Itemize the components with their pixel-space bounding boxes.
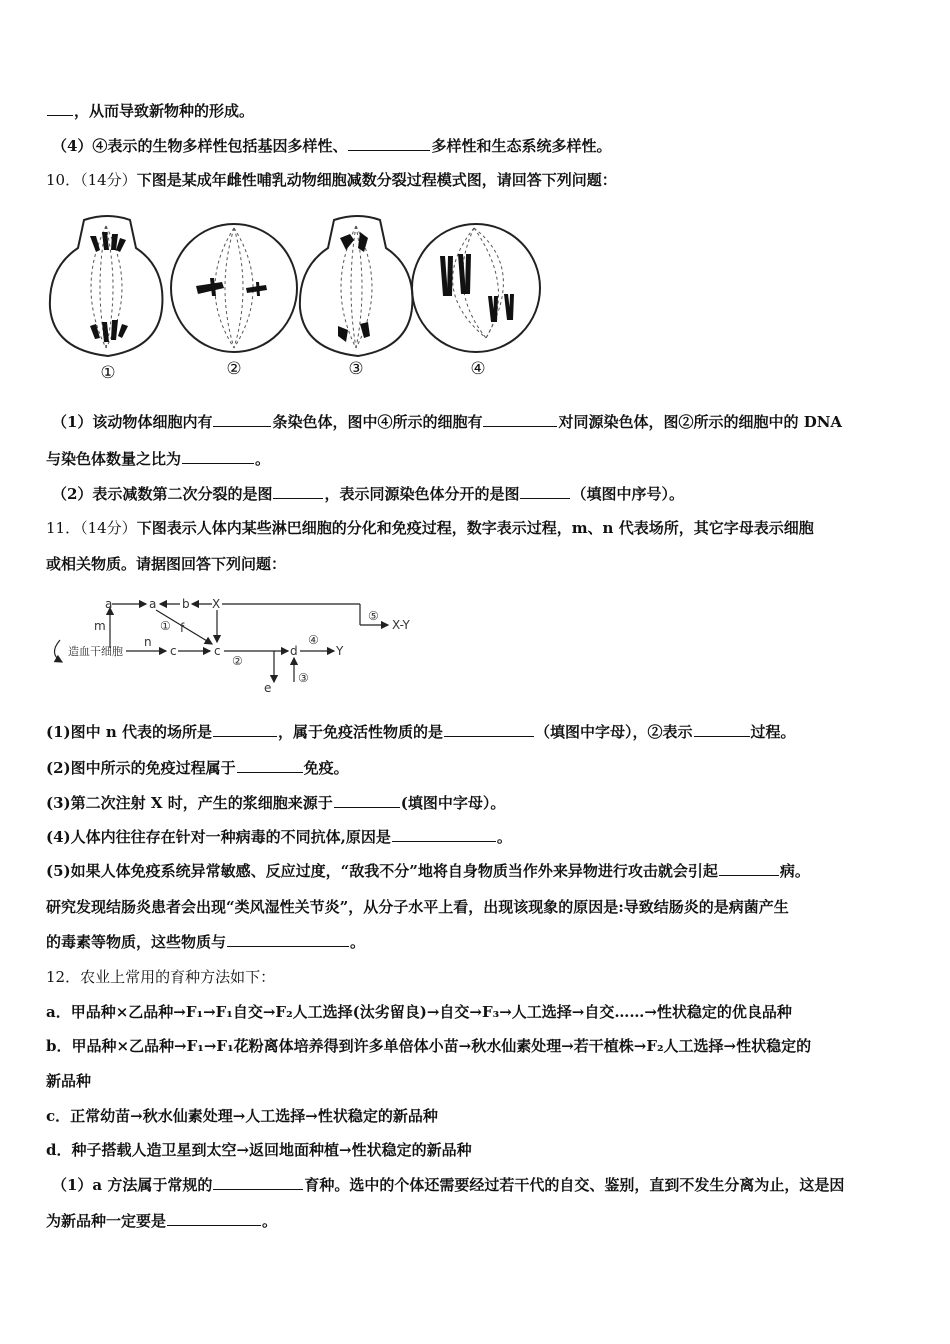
figure-label-3: ③ [348,359,364,379]
answer-blank[interactable] [392,827,496,842]
q11-part5-line3: 的毒素等物质，这些物质与 。 [46,933,366,951]
answer-blank[interactable] [213,412,271,427]
cell-2 [171,224,297,352]
answer-blank[interactable] [348,136,430,151]
q10-part2: （2）表示减数第二次分裂的是图 ，表示同源染色体分开的是图 （填图中序号）。 [52,485,684,503]
figure-label-1: ① [100,363,116,383]
answer-blank[interactable] [273,484,323,499]
cell-4 [412,224,540,352]
cell-3 [300,216,413,356]
line-biodiversity: （4）④表示的生物多样性包括基因多样性、 多样性和生态系统多样性。 [52,137,612,155]
question-11-heading-cont: 或相关物质。请据图回答下列问题： [46,555,287,573]
line-speciation: ，从而导致新物种的形成。 [46,101,254,121]
flow-label-d: d [290,644,298,658]
answer-blank[interactable] [334,793,400,808]
q12-method-b-line1: b．甲品种×乙品种→F₁→F₁花粉离体培养得到许多单倍体小苗→秋水仙素处理→若干植株→F₂人工选择→性状稳定的 [46,1037,812,1055]
meiosis-cells-figure [46,208,546,383]
q11-part1: (1)图中 n 代表的场所是 ，属于免疫活性物质的是 （填图中字母），②表示 过程。 [46,723,796,741]
flow-label-m: m [94,619,106,633]
flow-label-a: a [149,597,157,611]
answer-blank[interactable] [182,449,254,464]
flow-label-xy: X-Y [392,618,410,632]
q11-part2: (2)图中所示的免疫过程属于 免疫。 [46,759,349,777]
flow-label-process-3: ③ [298,671,309,685]
flow-label-e: e [264,681,272,695]
flow-label-stem-cell: 造血干细胞 [68,645,123,658]
q11-part5-line1: (5)如果人体免疫系统异常敏感、反应过度，“敌我不分”地将自身物质当作外来异物进行攻击就会引起 病。 [46,862,810,880]
q11-part5-line2: 研究发现结肠炎患者会出现“类风湿性关节炎”，从分子水平上看，出现该现象的原因是:导致结肠炎的是病菌产生 [46,898,789,916]
flow-label-process-2: ② [232,654,243,668]
flow-label-process-5: ⑤ [368,609,379,623]
flow-label-n: n [144,635,152,649]
answer-blank[interactable] [719,861,779,876]
q11-part4: (4)人体内往往存在针对一种病毒的不同抗体,原因是 。 [46,828,512,846]
flow-label-x: X [212,597,221,611]
question-11-heading: 11．（14分）下图表示人体内某些淋巴细胞的分化和免疫过程，数字表示过程，m、n 代表场所，其它字母表示细胞 [46,519,814,537]
answer-blank[interactable] [213,722,277,737]
answer-blank[interactable] [227,932,349,947]
flow-label-f: f [180,621,185,635]
answer-blank[interactable] [694,722,750,737]
q12-method-b-line2: 新品种 [46,1072,92,1090]
answer-blank[interactable] [167,1211,261,1226]
flow-label-a: a [105,597,113,611]
flow-label-y: Y [336,644,344,658]
flow-label-c: c [170,644,177,658]
answer-blank[interactable] [47,101,73,116]
q10-part1-line2: 与染色体数量之比为 。 [46,450,271,468]
flow-label-process-4: ④ [308,633,319,647]
q12-method-a: a．甲品种×乙品种→F₁→F₁自交→F₂人工选择(汰劣留良)→自交→F₃→人工选择→自交……→性状稳定的优良品种 [46,1003,792,1021]
answer-blank[interactable] [237,758,303,773]
flow-label-process-1: ① [160,619,171,633]
q11-part3: (3)第二次注射 X 时，产生的浆细胞来源于 (填图中字母）。 [46,794,506,812]
q12-part1-line1: （1）a 方法属于常规的 育种。选中的个体还需要经过若干代的自交、鉴别，直到不发生分离为止，这是因 [52,1176,845,1194]
flow-label-b: b [182,597,190,611]
q10-part1-line1: （1）该动物体细胞内有 条染色体，图中④所示的细胞有 对同源染色体，图②所示的细胞中的 DNA [52,413,843,431]
q12-method-d: d．种子搭载人造卫星到太空→返回地面种植→性状稳定的新品种 [46,1141,472,1159]
answer-blank[interactable] [483,412,557,427]
immune-process-figure [52,592,432,697]
answer-blank[interactable] [444,722,534,737]
q12-part1-line2: 为新品种一定要是 。 [46,1212,278,1230]
answer-blank[interactable] [520,484,570,499]
q12-method-c: c．正常幼苗→秋水仙素处理→人工选择→性状稳定的新品种 [46,1107,438,1125]
question-12-heading: 12．农业上常用的育种方法如下： [46,968,276,986]
answer-blank[interactable] [213,1175,303,1190]
question-10-heading: 10．（14分）下图是某成年雌性哺乳动物细胞减数分裂过程模式图，请回答下列问题： [46,171,617,189]
figure-label-4: ④ [470,359,486,379]
flow-label-c: c [214,644,221,658]
figure-label-2: ② [226,359,242,379]
